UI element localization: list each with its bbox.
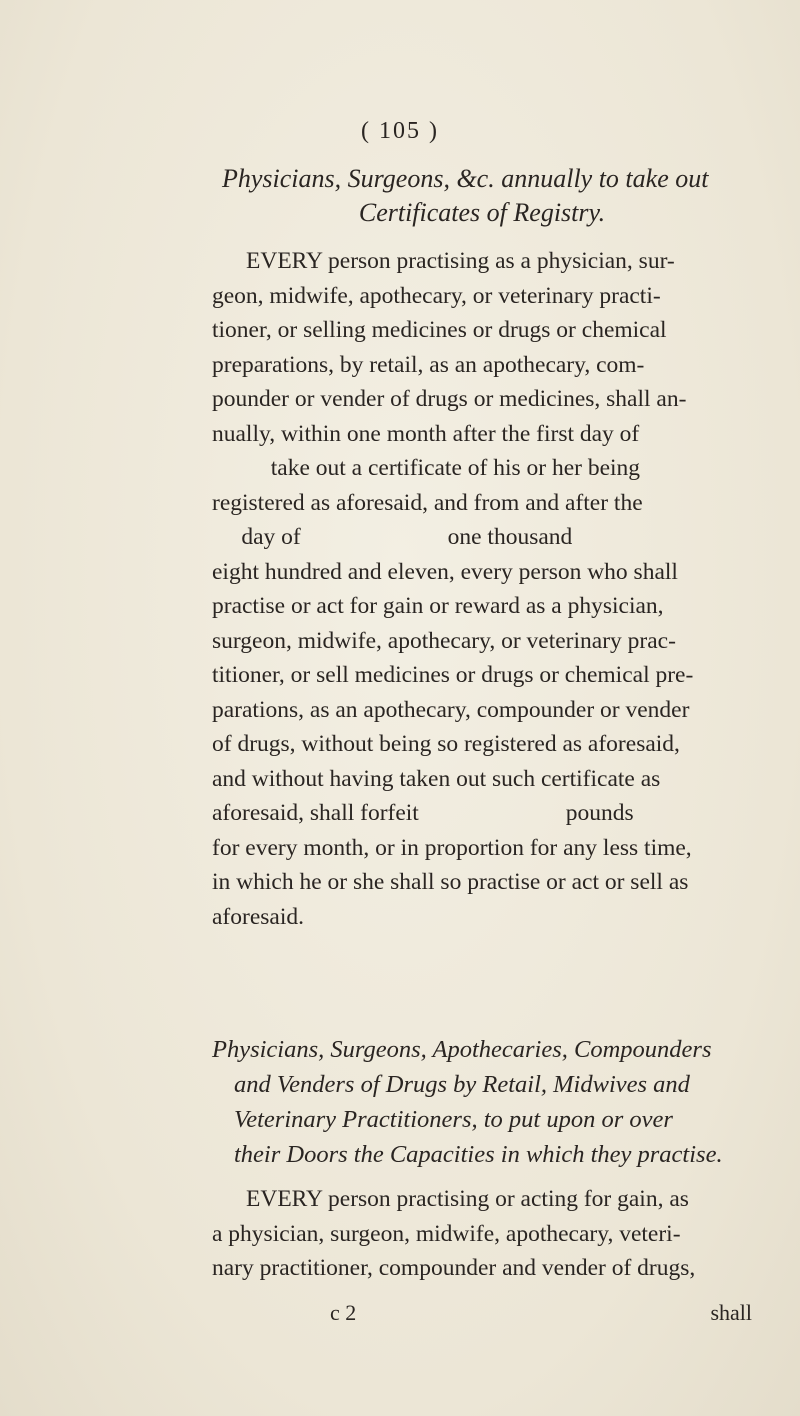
- signature-mark: c 2: [330, 1300, 357, 1325]
- text-line: nually, within one month after the first day of: [212, 420, 640, 447]
- text-line: parations, as an apothecary, compounder or vender: [212, 696, 690, 723]
- heading-line: Physicians, Surgeons, &c. annually to take out: [222, 164, 709, 193]
- section-heading-registry: [222, 162, 742, 230]
- text-line: eight hundred and eleven, every person who shall: [212, 558, 678, 585]
- text-line: take out a certificate of his or her being: [212, 455, 641, 481]
- text-line: day of one thousand: [212, 524, 573, 550]
- text-line: in which he or she shall so practise or act or sell as: [212, 869, 689, 895]
- text-line: tioner, or selling medicines or drugs or chemical: [212, 317, 667, 343]
- text-line: registered as aforesaid, and from and after the: [212, 489, 643, 516]
- text-line: and without having taken out such certificate as: [212, 765, 661, 792]
- text-line: EVERY person practising or acting for gain, as: [246, 1186, 689, 1212]
- text-line: surgeon, midwife, apothecary, or veterinary prac-: [212, 627, 676, 654]
- paragraph-registry: [212, 244, 752, 934]
- heading-line: and Venders of Drugs by Retail, Midwives and: [234, 1071, 690, 1098]
- text-line: aforesaid, shall forfeit pounds: [212, 800, 634, 826]
- page-number: ( 105 ): [361, 118, 439, 144]
- text-line: for every month, or in proportion for any less time,: [212, 834, 692, 861]
- text-line: EVERY person practising as a physician, sur-: [246, 248, 675, 274]
- heading-line: Physicians, Surgeons, Apothecaries, Compounders: [212, 1036, 712, 1063]
- catchword: shall: [710, 1300, 752, 1325]
- text-line: preparations, by retail, as an apothecary, com-: [212, 351, 645, 378]
- heading-line: Certificates of Registry.: [358, 198, 606, 227]
- heading-line: Veterinary Practitioners, to put upon or over: [234, 1106, 673, 1133]
- heading-line: their Doors the Capacities in which they practise.: [234, 1141, 723, 1168]
- text-line: aforesaid.: [212, 903, 304, 930]
- section-heading-doors: [212, 1032, 752, 1172]
- text-line: practise or act for gain or reward as a physician,: [212, 593, 664, 619]
- text-line: nary practitioner, compounder and vender of drugs,: [212, 1255, 696, 1281]
- text-line: pounder or vender of drugs or medicines, shall an-: [212, 386, 687, 412]
- text-line: of drugs, without being so registered as aforesaid,: [212, 731, 680, 757]
- text-line: a physician, surgeon, midwife, apothecary, veteri-: [212, 1220, 681, 1247]
- paragraph-doors: [212, 1182, 752, 1286]
- text-line: geon, midwife, apothecary, or veterinary practi-: [212, 282, 661, 309]
- text-line: titioner, or sell medicines or drugs or chemical pre-: [212, 662, 694, 688]
